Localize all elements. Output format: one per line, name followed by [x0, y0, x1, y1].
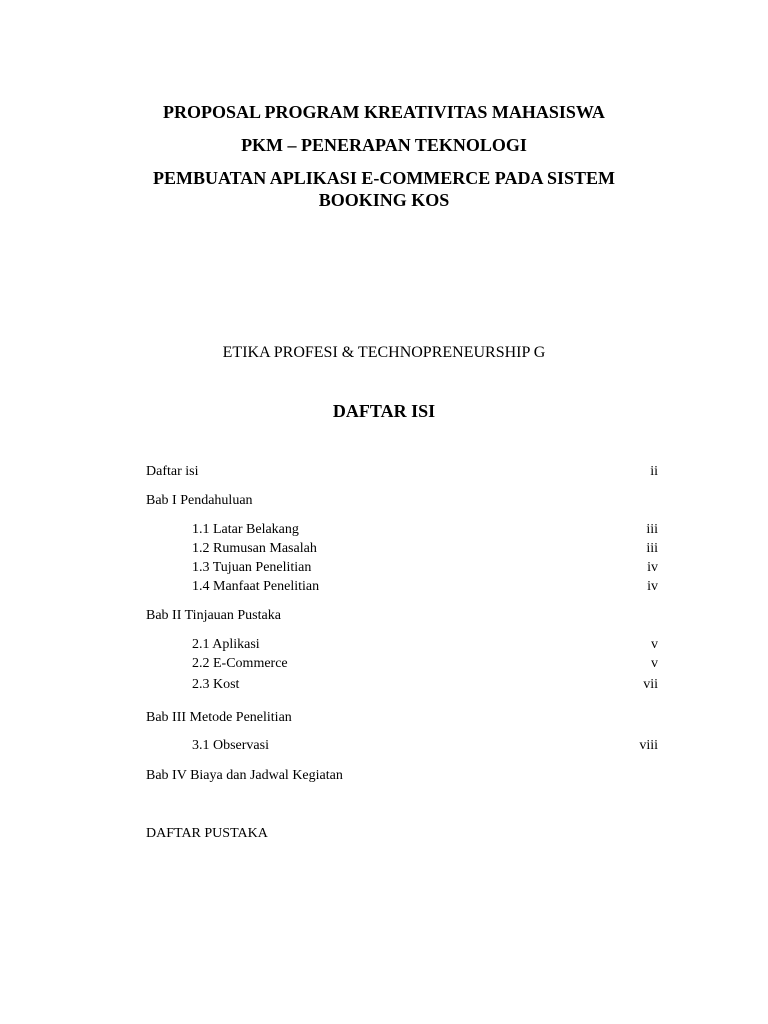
toc-chapter-label: Bab II Tinjauan Pustaka — [146, 608, 281, 623]
title-line-4: BOOKING KOS — [318, 190, 450, 210]
toc-chapter-label: Bab III Metode Penelitian — [146, 710, 292, 725]
title-line-2: PKM – PENERAPAN TEKNOLOGI — [241, 135, 527, 155]
subject-line: ETIKA PROFESI & TECHNOPRENEURSHIP G — [222, 344, 546, 361]
toc-entry-1-2 — [146, 541, 658, 559]
toc-entry-page: iv — [647, 579, 658, 594]
toc-chapter-bab-3 — [146, 710, 658, 728]
toc-entry-label: Daftar isi — [146, 464, 199, 479]
toc-entry-daftar-isi — [146, 464, 658, 482]
toc-entry-label: 2.3 Kost — [192, 677, 240, 692]
toc-chapter-bab-4 — [146, 768, 658, 786]
toc-entry-page: v — [651, 656, 658, 671]
toc-entry-label: 1.1 Latar Belakang — [192, 522, 299, 537]
toc-entry-2-3 — [146, 677, 658, 695]
toc-entry-page: viii — [639, 738, 658, 753]
toc-chapter-bab-2 — [146, 608, 658, 626]
toc-entry-label: DAFTAR PUSTAKA — [146, 826, 268, 841]
toc-entry-3-1 — [146, 738, 658, 756]
title-line-3: PEMBUATAN APLIKASI E-COMMERCE PADA SISTEM — [152, 168, 616, 188]
toc-entry-page: iii — [646, 541, 658, 556]
toc-entry-2-1 — [146, 637, 658, 655]
toc-entry-label: 1.3 Tujuan Penelitian — [192, 560, 312, 575]
toc-chapter-label: Bab IV Biaya dan Jadwal Kegiatan — [146, 768, 343, 783]
toc-entry-label: 1.4 Manfaat Penelitian — [192, 579, 320, 594]
toc-entry-label: 1.2 Rumusan Masalah — [192, 541, 317, 556]
toc-entry-page: v — [651, 637, 658, 652]
toc-entry-label: 3.1 Observasi — [192, 738, 269, 753]
toc-entry-label: 2.2 E-Commerce — [192, 656, 288, 671]
toc-entry-1-3 — [146, 560, 658, 578]
toc-entry-page: iv — [647, 560, 658, 575]
toc-entry-1-1 — [146, 522, 658, 540]
title-line-1: PROPOSAL PROGRAM KREATIVITAS MAHASISWA — [163, 102, 605, 122]
toc-chapter-label: Bab I Pendahuluan — [146, 493, 253, 508]
toc-entry-2-2 — [146, 656, 658, 674]
toc-chapter-bab-1 — [146, 493, 658, 511]
toc-entry-daftar-pustaka — [146, 826, 658, 844]
toc-entry-label: 2.1 Aplikasi — [192, 637, 260, 652]
toc-entry-page: iii — [646, 522, 658, 537]
toc-entry-page: ii — [650, 464, 658, 479]
toc-entry-1-4 — [146, 579, 658, 597]
toc-entry-page: vii — [643, 677, 658, 692]
toc-heading: DAFTAR ISI — [332, 401, 436, 421]
